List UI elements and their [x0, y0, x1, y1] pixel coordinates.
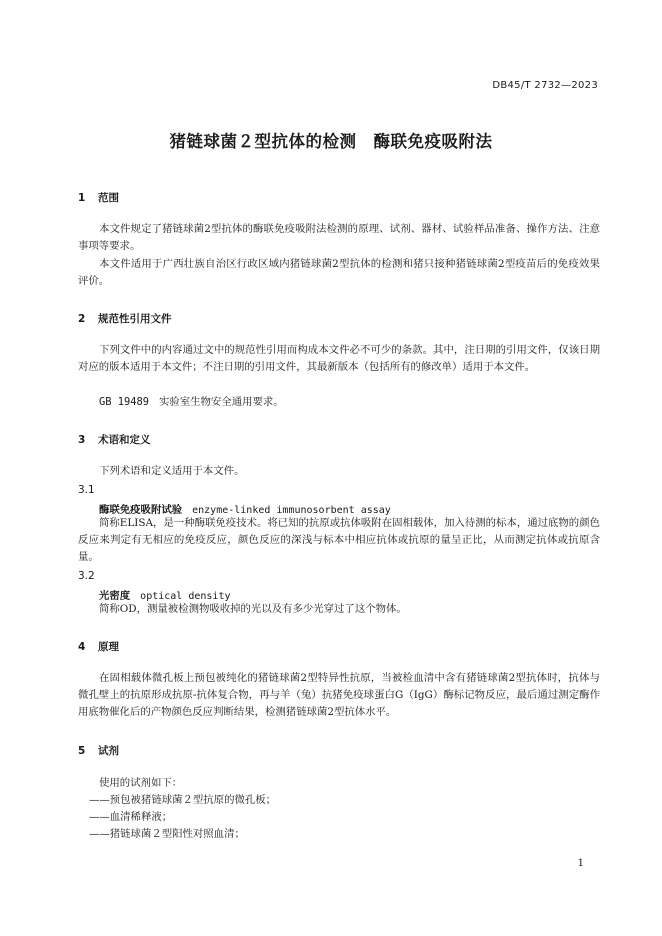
section-2-paragraph-1: 下列文件中的内容通过文中的规范性引用而构成本文件必不可少的条款。其中，注日期的引用文件，仅该日期对应的版本适用于本文件；不注日期的引用文件，其最新版本（包括所有的修改单）适用于本文件。 — [78, 344, 600, 374]
term-3-2-number: 3.2 — [78, 570, 95, 582]
term-3-1-number: 3.1 — [78, 484, 95, 496]
section-title: 范围 — [98, 192, 119, 204]
section-title: 试剂 — [98, 745, 119, 757]
reference-code: GB 19489 — [99, 396, 150, 408]
section-number: 4 — [78, 641, 86, 653]
section-title: 规范性引用文件 — [98, 313, 172, 325]
standard-code: DB45/T 2732—2023 — [492, 80, 598, 91]
section-2-heading — [78, 311, 172, 326]
term-chinese: 光密度 — [99, 590, 131, 602]
section-number: 2 — [78, 313, 86, 325]
section-1-paragraph-2: 本文件适用于广西壮族自治区行政区域内猪链球菌2型抗体的检测和猪只接种猪链球菌2型疫苗后的免疫效果评价。 — [78, 258, 600, 288]
term-english: optical density — [140, 591, 231, 602]
normative-reference — [99, 394, 284, 411]
page-number: 1 — [577, 858, 584, 869]
section-number: 1 — [78, 192, 86, 204]
section-5-intro: 使用的试剂如下： — [99, 777, 183, 789]
section-5-heading — [78, 743, 119, 758]
term-3-2 — [99, 587, 230, 602]
section-3-intro: 下列术语和定义适用于本文件。 — [99, 465, 245, 477]
section-4-paragraph-1: 在固相载体微孔板上预包被纯化的猪链球菌2型特异性抗原，当被检血清中含有猪链球菌2型抗体时，抗体与微孔壁上的抗原形成抗原-抗体复合物，再与羊（兔）抗猪免疫球蛋白G（IgG）酶标记物反应，最后通过测定酶作用底物催化后的产物颜色反应判断结果，检测猪链球菌2型抗体水平。 — [78, 672, 600, 719]
section-1-heading — [78, 190, 119, 205]
section-title: 原理 — [98, 641, 119, 653]
reagent-list-item: ——猪链球菌２型阳性对照血清； — [89, 828, 245, 840]
term-english: enzyme-linked immunosorbent assay — [192, 505, 391, 516]
document-title: 猪链球菌２型抗体的检测 酶联免疫吸附法 — [169, 132, 493, 151]
reagent-list-item: ——预包被猪链球菌２型抗原的微孔板； — [89, 794, 277, 806]
term-3-2-definition: 简称OD，测量被检测物吸收掉的光以及有多少光穿过了这个物体。 — [99, 603, 407, 615]
section-number: 3 — [78, 434, 86, 446]
term-chinese: 酶联免疫吸附试验 — [99, 504, 183, 516]
section-number: 5 — [78, 745, 86, 757]
section-4-heading — [78, 639, 119, 654]
section-title: 术语和定义 — [98, 434, 151, 446]
section-1-paragraph-1: 本文件规定了猪链球菌2型抗体的酶联免疫吸附法检测的原理、试剂、器材、试验样品准备、操作方法、注意事项等要求。 — [78, 223, 600, 253]
reference-title: 实验室生物安全通用要求。 — [158, 396, 284, 408]
section-3-heading — [78, 432, 151, 447]
term-3-1-definition: 简称ELISA，是一种酶联免疫技术。将已知的抗原或抗体吸附在固相载体，加入待测的标本，通过底物的颜色反应来判定有无相应的免疫反应，颜色反应的深浅与标本中相应抗体或抗原的量呈正比，从而测定抗体或抗原含量。 — [78, 517, 600, 564]
term-3-1 — [99, 501, 391, 516]
reagent-list-item: ——血清稀释液； — [89, 811, 173, 823]
